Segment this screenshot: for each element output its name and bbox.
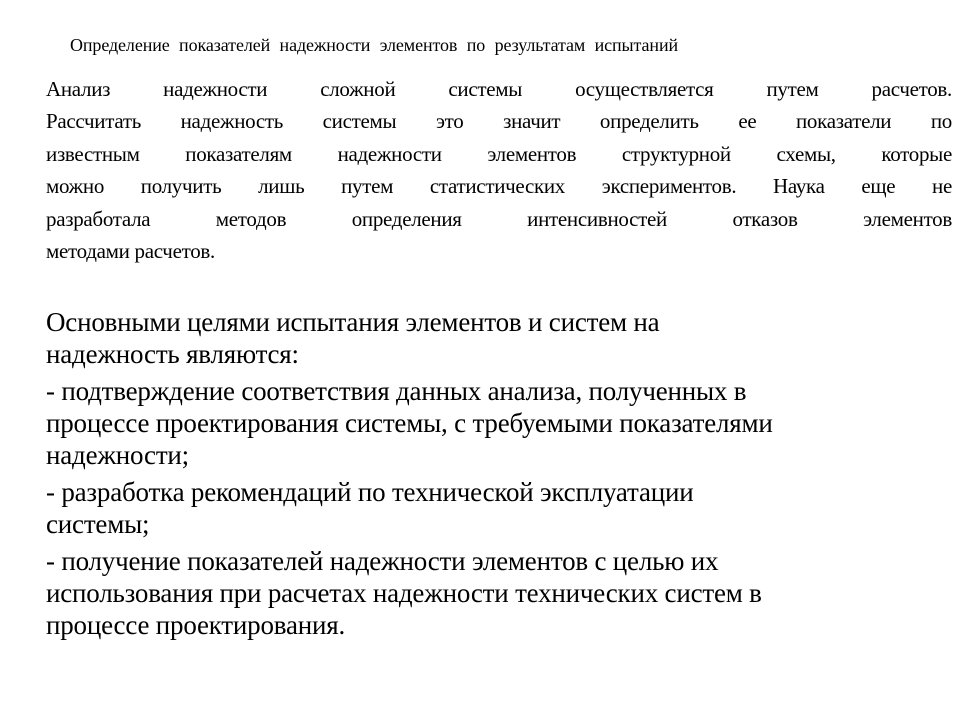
- goal-item-line: - получение показателей надежности элементов с целью их: [46, 546, 719, 576]
- goal-item-line: системы;: [46, 509, 150, 539]
- intro-line: можно получить лишь путем статистических экспериментов. Наука еще не: [46, 174, 952, 199]
- intro-line: методами расчетов.: [46, 238, 215, 263]
- goals-heading-line: надежность являются:: [46, 339, 299, 369]
- goal-item-line: - подтверждение соответствия данных анализа, полученных в: [46, 376, 747, 406]
- goal-item-line: процессе проектирования системы, с требуемыми показателями: [46, 408, 773, 438]
- goal-item-indicators: [46, 545, 946, 641]
- intro-line: Рассчитать надежность системы это значит определить ее показатели по: [46, 109, 952, 134]
- goal-item-confirmation: [46, 375, 946, 471]
- intro-line: известным показателям надежности элементов структурной схемы, которые: [46, 141, 952, 166]
- goals-section: [46, 306, 946, 646]
- goal-item-line: процессе проектирования.: [46, 610, 346, 640]
- slide-title: Определение показателей надежности элементов по результатам испытаний: [70, 35, 679, 55]
- goals-heading-line: Основными целями испытания элементов и систем на: [46, 307, 660, 337]
- goal-item-line: - разработка рекомендаций по технической эксплуатации: [46, 477, 694, 507]
- intro-line: разработала методов определения интенсивностей отказов элементов: [46, 206, 952, 231]
- goal-item-line: использования при расчетах надежности технических систем в: [46, 578, 762, 608]
- goal-item-line: надежности;: [46, 440, 189, 470]
- intro-paragraph: [46, 73, 952, 267]
- goals-heading: [46, 306, 946, 370]
- intro-line: Анализ надежности сложной системы осуществляется путем расчетов.: [46, 77, 952, 101]
- goal-item-recommendations: [46, 476, 946, 540]
